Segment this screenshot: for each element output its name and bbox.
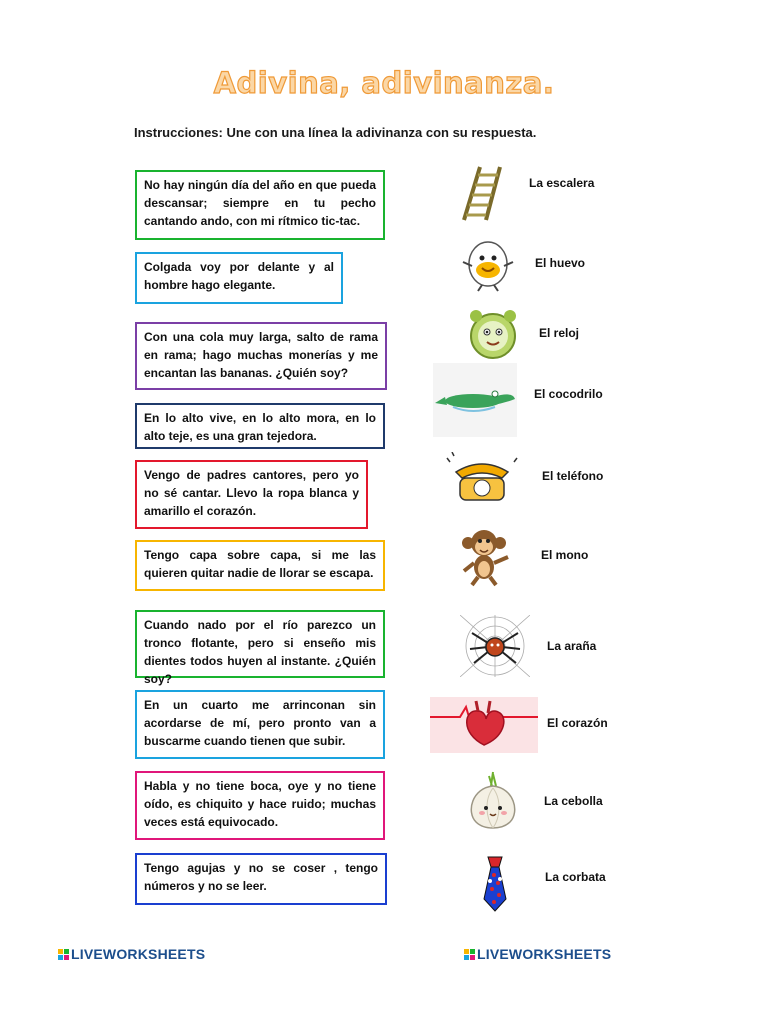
clock-icon xyxy=(468,308,518,360)
liveworksheets-logo-right[interactable] xyxy=(464,946,611,962)
riddle-box-ladder[interactable]: En un cuarto me arrinconan sin acordarse de mí, pero pronto van a buscarme cuando tienen que subir. xyxy=(135,690,385,759)
answer-label-crocodile[interactable]: El cocodrilo xyxy=(534,387,603,401)
egg-icon xyxy=(460,240,516,292)
liveworksheets-mark-icon xyxy=(464,949,475,960)
riddle-box-egg[interactable]: Vengo de padres cantores, pero yo no sé cantar. Llevo la ropa blanca y amarillo el corazón. xyxy=(135,460,368,529)
instructions-text: Instrucciones: Une con una línea la adivinanza con su respuesta. xyxy=(134,125,537,140)
liveworksheets-logo-left[interactable] xyxy=(58,946,205,962)
riddle-box-spider[interactable]: En lo alto vive, en lo alto mora, en lo alto teje, es una gran tejedora. xyxy=(135,403,385,449)
tie-icon xyxy=(480,855,510,913)
riddle-box-crocodile[interactable]: Cuando nado por el río parezco un tronco flotante, pero si enseño mis dientes todos huyen al instante. ¿Quién soy? xyxy=(135,610,385,678)
answer-label-onion[interactable]: La cebolla xyxy=(544,794,603,808)
answer-label-clock[interactable]: El reloj xyxy=(539,326,580,340)
riddle-box-tie[interactable]: Colgada voy por delante y al hombre hago elegante. xyxy=(135,252,343,304)
answer-label-ladder[interactable]: La escalera xyxy=(529,176,595,190)
riddle-box-clock-2[interactable]: Tengo agujas y no se coser , tengo números y no se leer. xyxy=(135,853,387,905)
answer-label-heart[interactable]: El corazón xyxy=(547,716,608,730)
riddle-box-telephone[interactable]: Habla y no tiene boca, oye y no tiene oído, es chiquito y hace ruido; muchas veces está equivocado. xyxy=(135,771,385,840)
answer-label-tie[interactable]: La corbata xyxy=(545,870,606,884)
riddle-box-clock[interactable]: No hay ningún día del año en que pueda descansar; siempre en tu pecho cantando ando, con mi rítmico tic-tac. xyxy=(135,170,385,240)
riddle-box-monkey[interactable]: Con una cola muy larga, salto de rama en rama; hago muchas monerías y me encantan las bananas. ¿Quién soy? xyxy=(135,322,387,390)
answer-label-monkey[interactable]: El mono xyxy=(541,548,589,562)
ladder-icon xyxy=(458,165,508,223)
heart-icon xyxy=(430,697,538,753)
page-title: Adivina, adivinanza. xyxy=(213,66,555,100)
crocodile-icon xyxy=(433,363,517,437)
liveworksheets-mark-icon xyxy=(58,949,69,960)
answer-label-egg[interactable]: El huevo xyxy=(535,256,586,270)
monkey-icon xyxy=(458,527,512,587)
onion-icon xyxy=(464,770,522,832)
answer-label-spider[interactable]: La araña xyxy=(547,639,597,653)
brand-text: LIVEWORKSHEETS xyxy=(71,946,206,962)
answer-label-telephone[interactable]: El teléfono xyxy=(542,469,604,483)
riddle-box-onion[interactable]: Tengo capa sobre capa, si me las quieren quitar nadie de llorar se escapa. xyxy=(135,540,385,591)
brand-text: LIVEWORKSHEETS xyxy=(477,946,612,962)
spider-icon xyxy=(460,615,530,677)
telephone-icon xyxy=(446,452,518,504)
